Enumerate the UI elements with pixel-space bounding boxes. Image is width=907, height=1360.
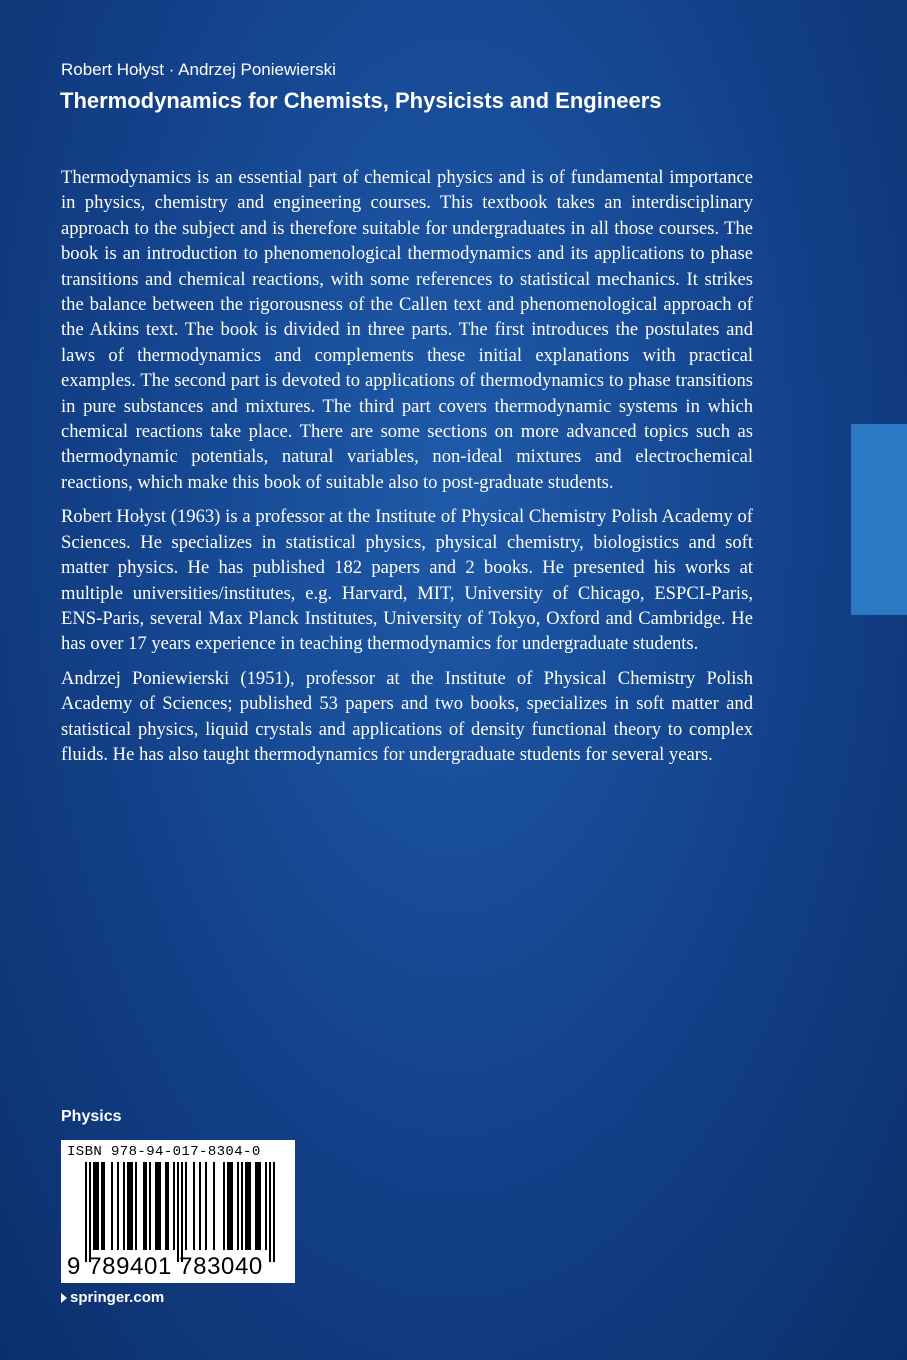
barcode-bar <box>159 1162 161 1250</box>
barcode-bar <box>199 1162 201 1250</box>
arrow-right-icon <box>61 1293 67 1303</box>
isbn-barcode <box>61 1140 295 1283</box>
barcode-bar <box>143 1162 145 1250</box>
barcode-bar <box>229 1162 231 1250</box>
barcode-bar <box>223 1162 225 1250</box>
barcode-bar <box>245 1162 247 1250</box>
spine-color-tab <box>851 424 907 615</box>
barcode-bar <box>247 1162 249 1250</box>
barcode-bar <box>259 1162 261 1250</box>
barcode-bar <box>213 1162 215 1250</box>
barcode-bar <box>95 1162 97 1250</box>
barcode-bar <box>227 1162 229 1250</box>
barcode-bar <box>131 1162 133 1250</box>
barcode-bar <box>193 1162 195 1250</box>
blurb-text <box>61 165 753 776</box>
isbn-label: ISBN 978-94-017-8304-0 <box>67 1144 261 1160</box>
barcode-bar <box>149 1162 151 1250</box>
barcode-bar <box>231 1162 233 1250</box>
barcode-bar <box>241 1162 243 1250</box>
barcode-bar <box>257 1162 259 1250</box>
barcode-bar <box>111 1162 113 1250</box>
barcode-bar <box>129 1162 131 1250</box>
barcode-bar <box>85 1162 87 1262</box>
barcode-bar <box>165 1162 167 1250</box>
barcode-bar <box>249 1162 251 1250</box>
barcode-bar <box>127 1162 129 1250</box>
barcode-bar <box>157 1162 159 1250</box>
barcode-bar <box>103 1162 105 1250</box>
subject-label: Physics <box>61 1108 122 1125</box>
barcode-bar <box>265 1162 267 1250</box>
barcode-bar <box>145 1162 147 1250</box>
barcode-bar <box>117 1162 119 1250</box>
barcode-bar <box>123 1162 125 1250</box>
barcode-bar <box>237 1162 239 1250</box>
barcode-bar <box>205 1162 207 1250</box>
barcode-bar <box>255 1162 257 1250</box>
author-bio-holyst: Robert Hołyst (1963) is a professor at the Institute of Physical Chemistry Polish Academy of Sciences. He specializes in statistical physics, physical chemistry, biologistics and soft matter physics. He has published 182 papers and 2 books. He presented his works at multiple universities/institutes, e.g. Harvard, MIT, University of Chicago, ESPCI-Paris, ENS-Paris, several Max Planck Institutes, University of Tokyo, Oxford and Cambridge. He has over 17 years experience in teaching thermodynamics for undergraduate students. <box>61 506 753 655</box>
barcode-bar <box>173 1162 175 1250</box>
publisher-link[interactable] <box>61 1289 164 1306</box>
barcode-bar <box>185 1162 187 1250</box>
barcode-bar <box>89 1162 91 1262</box>
description-paragraph: Thermodynamics is an essential part of chemical physics and is of fundamental importance in physics, chemistry and engineering courses. This textbook takes an interdisciplinary approach to the subject and is therefore suitable for undergraduates in all those courses. The book is an introduction to phenomenological thermodynamics and its applications to phase transitions and chemical reactions, with some references to statistical mechanics. It strikes the balance between the rigorousness of the Callen text and phenomenological approach of the Atkins text. The book is divided in three parts. The first introduces the postulates and laws of thermodynamics and complements these initial explanations with practical examples. The second part is devoted to applications of thermodynamics to phase transitions in pure substances and mixtures. The third part covers thermodynamic systems in which chemical reactions take place. There are some sections on more advanced topics such as thermodynamic potentials, natural variables, non-ideal mixtures and electrochemical reactions, which make this book of suitable also to post-graduate students. <box>61 167 753 493</box>
barcode-bar <box>135 1162 137 1250</box>
barcode-bar <box>167 1162 169 1250</box>
publisher-link-label: springer.com <box>70 1289 165 1306</box>
barcode-digits: 9 789401 783040 <box>67 1253 263 1280</box>
barcode-bar <box>181 1162 183 1262</box>
barcode-bar <box>273 1162 275 1262</box>
barcode-bar <box>101 1162 103 1250</box>
barcode-bar <box>97 1162 99 1250</box>
barcode-bar <box>269 1162 271 1262</box>
book-title: Thermodynamics for Chemists, Physicists and Engineers <box>60 88 662 113</box>
authors-line: Robert Hołyst · Andrzej Poniewierski <box>61 60 336 79</box>
barcode-bar <box>93 1162 95 1250</box>
author-bio-poniewierski: Andrzej Poniewierski (1951), professor at the Institute of Physical Chemistry Polish Academy of Sciences; published 53 papers and two books, specializes in soft matter and statistical physics, liquid crystals and applications of density functional theory to complex fluids. He has also taught thermodynamics for undergraduate students for several years. <box>61 667 753 765</box>
barcode-bar <box>155 1162 157 1250</box>
barcode-bar <box>177 1162 179 1262</box>
